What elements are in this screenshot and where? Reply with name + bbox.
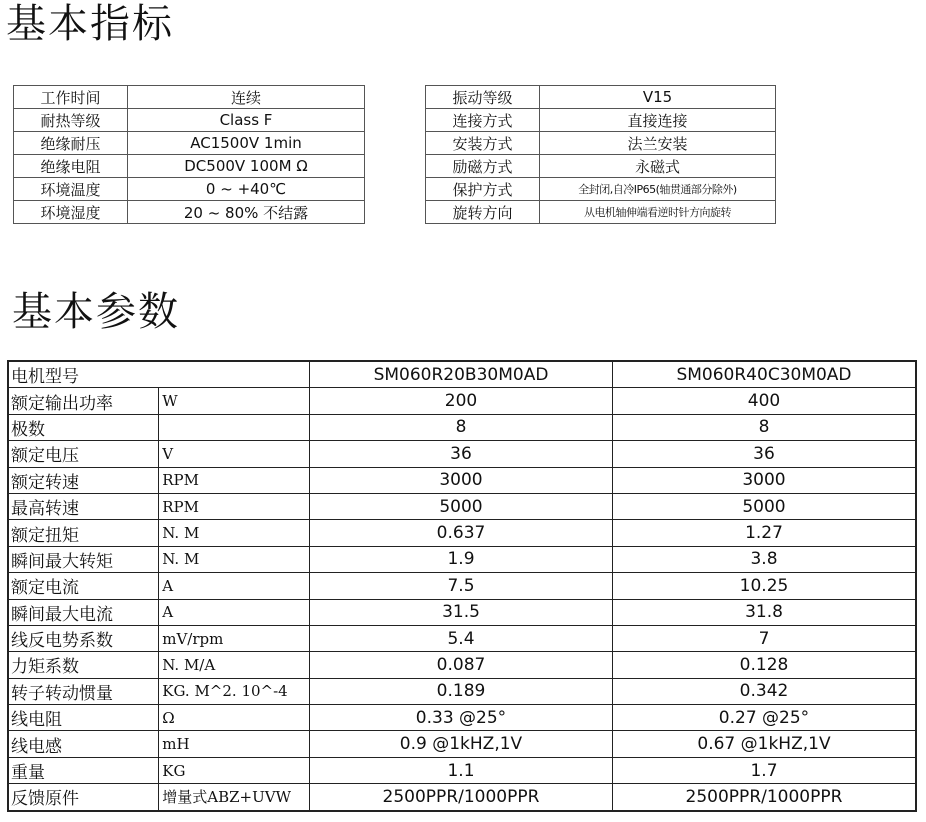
param-unit: N. M: [159, 546, 310, 572]
param-value: 8: [613, 414, 917, 440]
param-unit: N. M: [159, 520, 310, 546]
param-value: 1.1: [310, 757, 613, 783]
param-value: 3000: [310, 467, 613, 493]
spec-value: 20 ~ 80% 不结露: [128, 201, 365, 224]
spec-table-right: [425, 85, 776, 224]
table-row: [8, 546, 916, 572]
spec-key: 旋转方向: [426, 201, 540, 224]
spec-row: [426, 86, 776, 109]
spec-value: 法兰安装: [540, 132, 776, 155]
table-header-row: [8, 361, 916, 388]
table-row: [8, 625, 916, 651]
table-row: [8, 599, 916, 625]
spec-row: [14, 178, 365, 201]
param-value: 400: [613, 388, 917, 414]
spec-key: 绝缘耐压: [14, 132, 128, 155]
param-value: 0.087: [310, 652, 613, 678]
param-value: 8: [310, 414, 613, 440]
spec-key: 工作时间: [14, 86, 128, 109]
param-name: 额定输出功率: [8, 388, 159, 414]
param-name: 反馈原件: [8, 784, 159, 811]
spec-key: 保护方式: [426, 178, 540, 201]
table-row: [8, 467, 916, 493]
table-row: [8, 414, 916, 440]
table-row: [8, 757, 916, 783]
param-value: 7.5: [310, 573, 613, 599]
param-value: 0.67 @1kHZ,1V: [613, 731, 917, 757]
param-value: 31.8: [613, 599, 917, 625]
spec-row: [14, 201, 365, 224]
param-name: 瞬间最大电流: [8, 599, 159, 625]
param-name: 重量: [8, 757, 159, 783]
param-unit: KG: [159, 757, 310, 783]
param-value: 2500PPR/1000PPR: [613, 784, 917, 811]
spec-key: 励磁方式: [426, 155, 540, 178]
param-value: 0.637: [310, 520, 613, 546]
param-unit: W: [159, 388, 310, 414]
param-value: 10.25: [613, 573, 917, 599]
param-value: 1.9: [310, 546, 613, 572]
param-unit: mH: [159, 731, 310, 757]
table-row: [8, 784, 916, 811]
spec-key: 安装方式: [426, 132, 540, 155]
param-name: 瞬间最大转矩: [8, 546, 159, 572]
param-name: 力矩系数: [8, 652, 159, 678]
param-unit: mV/rpm: [159, 625, 310, 651]
param-value: 36: [613, 441, 917, 467]
param-unit: A: [159, 599, 310, 625]
param-value: 31.5: [310, 599, 613, 625]
spec-value: 直接连接: [540, 109, 776, 132]
param-value: 0.33 @25°: [310, 705, 613, 731]
param-value: 1.27: [613, 520, 917, 546]
param-value: 0.9 @1kHZ,1V: [310, 731, 613, 757]
basic-indicators-heading: 基本指标: [6, 1, 174, 47]
spec-key: 耐热等级: [14, 109, 128, 132]
param-value: 0.342: [613, 678, 917, 704]
param-unit: [159, 414, 310, 440]
param-value: 0.189: [310, 678, 613, 704]
spec-row: [14, 155, 365, 178]
table-row: [8, 493, 916, 519]
param-name: 线反电势系数: [8, 625, 159, 651]
parameters-table: [7, 360, 917, 812]
param-value: 2500PPR/1000PPR: [310, 784, 613, 811]
spec-value: Class F: [128, 109, 365, 132]
spec-value: AC1500V 1min: [128, 132, 365, 155]
table-row: [8, 441, 916, 467]
spec-value: 连续: [128, 86, 365, 109]
table-row: [8, 652, 916, 678]
param-unit: V: [159, 441, 310, 467]
table-row: [8, 388, 916, 414]
spec-key: 环境湿度: [14, 201, 128, 224]
param-name: 额定转速: [8, 467, 159, 493]
spec-row: [426, 109, 776, 132]
param-unit: RPM: [159, 493, 310, 519]
param-value: 0.128: [613, 652, 917, 678]
spec-value: 永磁式: [540, 155, 776, 178]
spec-key: 连接方式: [426, 109, 540, 132]
param-unit: 增量式ABZ+UVW: [159, 784, 310, 811]
spec-row: [426, 132, 776, 155]
spec-value: DC500V 100M Ω: [128, 155, 365, 178]
spec-key: 绝缘电阻: [14, 155, 128, 178]
param-name: 线电阻: [8, 705, 159, 731]
spec-row: [426, 155, 776, 178]
param-unit: A: [159, 573, 310, 599]
model-name: SM060R20B30M0AD: [310, 361, 613, 388]
param-value: 1.7: [613, 757, 917, 783]
param-value: 0.27 @25°: [613, 705, 917, 731]
param-value: 5.4: [310, 625, 613, 651]
spec-row: [14, 132, 365, 155]
param-value: 7: [613, 625, 917, 651]
param-name: 极数: [8, 414, 159, 440]
param-name: 额定扭矩: [8, 520, 159, 546]
spec-row: [14, 109, 365, 132]
spec-key: 环境温度: [14, 178, 128, 201]
spec-row: [14, 86, 365, 109]
param-name: 额定电流: [8, 573, 159, 599]
param-name: 额定电压: [8, 441, 159, 467]
param-name: 最高转速: [8, 493, 159, 519]
param-value: 3.8: [613, 546, 917, 572]
param-unit: Ω: [159, 705, 310, 731]
model-name: SM060R40C30M0AD: [613, 361, 917, 388]
param-unit: N. M/A: [159, 652, 310, 678]
param-value: 200: [310, 388, 613, 414]
spec-value: 全封闭,自冷IP65(轴贯通部分除外): [540, 178, 776, 201]
spec-value: V15: [540, 86, 776, 109]
table-row: [8, 731, 916, 757]
param-value: 36: [310, 441, 613, 467]
spec-row: [426, 201, 776, 224]
param-value: 3000: [613, 467, 917, 493]
table-row: [8, 520, 916, 546]
param-unit: RPM: [159, 467, 310, 493]
table-row: [8, 678, 916, 704]
table-row: [8, 573, 916, 599]
param-name: 线电感: [8, 731, 159, 757]
model-label: 电机型号: [8, 361, 310, 388]
param-unit: KG. M^2. 10^-4: [159, 678, 310, 704]
param-name: 转子转动惯量: [8, 678, 159, 704]
param-value: 5000: [310, 493, 613, 519]
spec-value: 0 ~ +40℃: [128, 178, 365, 201]
spec-key: 振动等级: [426, 86, 540, 109]
basic-parameters-heading: 基本参数: [12, 289, 180, 335]
param-value: 5000: [613, 493, 917, 519]
spec-value: 从电机轴伸端看逆时针方向旋转: [540, 201, 776, 224]
spec-table-left: [13, 85, 365, 224]
spec-row: [426, 178, 776, 201]
table-row: [8, 705, 916, 731]
